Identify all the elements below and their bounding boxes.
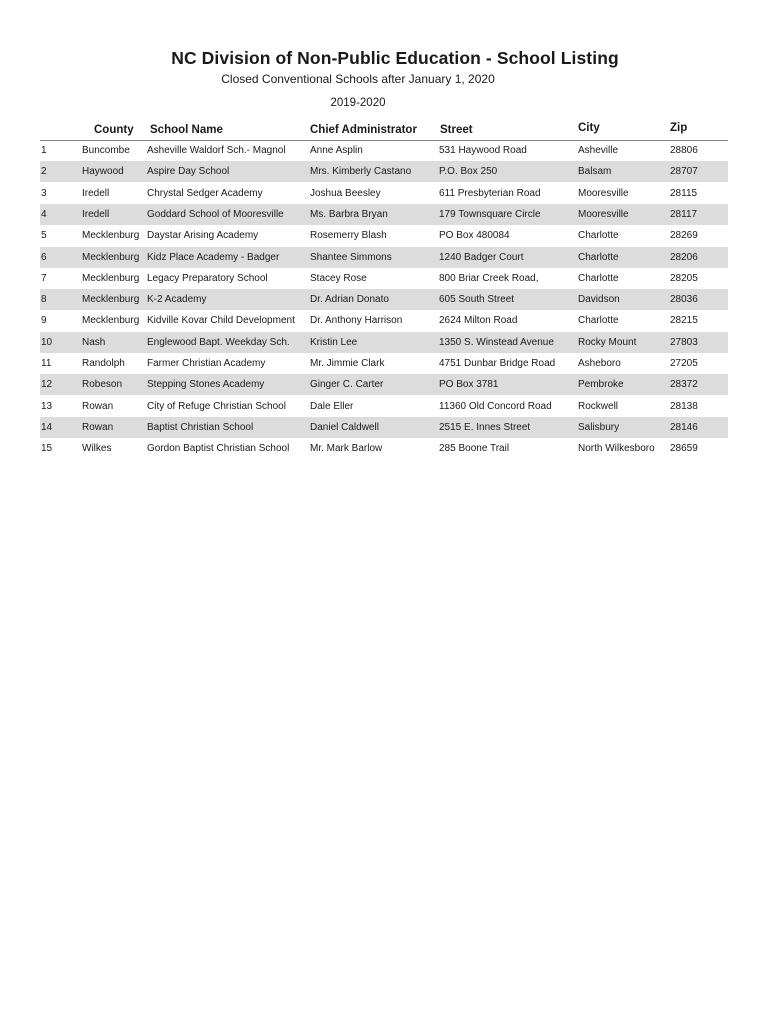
zip-cell: 27803 [670,336,698,348]
school-year: 2019-2020 [330,97,386,109]
street-cell: 11360 Old Concord Road [439,400,552,412]
school-name-cell: Kidz Place Academy - Badger [147,251,280,263]
school-name-cell: Daystar Arising Academy [147,230,259,242]
city-cell: Charlotte [578,272,619,284]
row-number: 15 [41,443,53,455]
city-cell: Salisbury [578,421,620,433]
zip-cell: 28269 [670,230,698,242]
school-name-cell: Farmer Christian Academy [147,358,266,369]
school-name-cell: Englewood Bapt. Weekday Sch. [147,336,290,348]
table-row [40,310,728,331]
row-number: 14 [41,421,53,433]
table-row [40,396,728,417]
header-chief-administrator: Chief Administrator [310,124,417,136]
row-number: 8 [41,294,47,306]
county-cell: Buncombe [82,145,130,156]
zip-cell: 28138 [670,400,698,412]
zip-cell: 28146 [670,421,698,433]
school-name-cell: Chrystal Sedger Academy [147,187,263,199]
zip-cell: 28117 [670,208,698,220]
school-name-cell: City of Refuge Christian School [147,400,286,412]
city-cell: Asheboro [578,358,621,369]
street-cell: 179 Townsquare Circle [439,208,541,220]
school-name-cell: Legacy Preparatory School [147,272,268,284]
city-cell: Rockwell [578,400,619,412]
row-number: 9 [41,315,47,327]
city-cell: Balsam [578,166,612,178]
street-cell: 605 South Street [439,294,515,306]
header-street: Street [440,124,473,136]
school-name-cell: Stepping Stones Academy [147,379,265,391]
chief-administrator-cell: Ginger C. Carter [310,379,384,391]
row-number: 3 [41,187,47,199]
zip-cell: 28206 [670,251,698,263]
street-cell: 4751 Dunbar Bridge Road [439,358,556,369]
row-number: 12 [41,379,53,391]
header-city: City [578,122,600,134]
street-cell: 611 Presbyterian Road [439,187,541,199]
zip-cell: 28036 [670,294,698,306]
city-cell: Mooresville [578,187,629,199]
row-number: 7 [41,272,47,284]
table-row [40,268,728,289]
row-number: 1 [41,145,47,156]
city-cell: Charlotte [578,251,619,263]
county-cell: Randolph [82,358,125,369]
school-name-cell: Gordon Baptist Christian School [147,443,290,455]
school-name-cell: Kidville Kovar Child Development [147,315,295,327]
zip-cell: 27205 [670,358,698,369]
city-cell: Charlotte [578,230,619,242]
document-title: NC Division of Non-Public Education - School Listing [171,48,619,68]
table-header [40,123,728,141]
table-row [40,204,728,225]
street-cell: 800 Briar Creek Road, [439,272,539,284]
zip-cell: 28215 [670,315,698,327]
table-row [40,140,728,161]
school-name-cell: Aspire Day School [147,166,230,178]
row-number: 5 [41,230,47,242]
county-cell: Haywood [82,166,124,178]
street-cell: PO Box 480084 [439,230,510,242]
chief-administrator-cell: Dr. Adrian Donato [310,294,389,306]
chief-administrator-cell: Ms. Barbra Bryan [310,208,388,220]
street-cell: 531 Haywood Road [439,145,527,156]
chief-administrator-cell: Joshua Beesley [310,187,381,199]
header-zip: Zip [670,122,688,134]
street-cell: 1350 S. Winstead Avenue [439,336,554,348]
county-cell: Iredell [82,208,110,220]
street-cell: P.O. Box 250 [439,166,498,178]
county-cell: Iredell [82,187,110,199]
county-cell: Mecklenburg [82,230,140,242]
chief-administrator-cell: Mr. Mark Barlow [310,443,383,455]
table-row [40,374,728,395]
zip-cell: 28707 [670,166,698,178]
zip-cell: 28115 [670,187,698,199]
street-cell: 2515 E. Innes Street [439,421,531,433]
school-name-cell: Baptist Christian School [147,421,254,433]
city-cell: Asheville [578,145,619,156]
street-cell: 1240 Badger Court [439,251,524,263]
table-row [40,225,728,246]
table-row [40,161,728,182]
row-number: 10 [41,336,53,348]
table-row [40,332,728,353]
county-cell: Wilkes [82,443,112,455]
table-row [40,183,728,204]
header-county: County [94,124,134,136]
table-row [40,417,728,438]
row-number: 11 [41,358,52,369]
row-number: 6 [41,251,47,263]
county-cell: Rowan [82,400,114,412]
county-cell: Rowan [82,421,114,433]
city-cell: Charlotte [578,315,619,327]
chief-administrator-cell: Kristin Lee [310,336,358,348]
city-cell: Pembroke [578,379,624,391]
document-subtitle: Closed Conventional Schools after January 1, 2020 [221,72,495,86]
street-cell: PO Box 3781 [439,379,499,391]
table-row [40,438,728,459]
table-row [40,353,728,374]
school-name-cell: Goddard School of Mooresville [147,208,284,220]
county-cell: Mecklenburg [82,251,140,263]
chief-administrator-cell: Rosemerry Blash [310,230,387,242]
zip-cell: 28205 [670,272,698,284]
street-cell: 285 Boone Trail [439,443,510,455]
chief-administrator-cell: Dr. Anthony Harrison [310,315,403,327]
zip-cell: 28372 [670,379,698,391]
row-number: 2 [41,166,47,178]
row-number: 4 [41,208,47,220]
table-row [40,289,728,310]
chief-administrator-cell: Mr. Jimmie Clark [310,358,385,369]
zip-cell: 28806 [670,145,698,156]
chief-administrator-cell: Mrs. Kimberly Castano [310,166,412,178]
chief-administrator-cell: Daniel Caldwell [310,421,379,433]
street-cell: 2624 Milton Road [439,315,518,327]
chief-administrator-cell: Anne Asplin [310,145,363,156]
row-number: 13 [41,400,53,412]
city-cell: North Wilkesboro [578,443,655,455]
county-cell: Mecklenburg [82,272,140,284]
header-school-name: School Name [150,124,223,136]
city-cell: Mooresville [578,208,629,220]
school-name-cell: Asheville Waldorf Sch.- Magnol [147,145,286,156]
chief-administrator-cell: Stacey Rose [310,272,367,284]
county-cell: Mecklenburg [82,294,140,306]
table-row [40,247,728,268]
county-cell: Robeson [82,379,123,391]
city-cell: Davidson [578,294,620,306]
county-cell: Nash [82,336,106,348]
city-cell: Rocky Mount [578,336,637,348]
chief-administrator-cell: Shantee Simmons [310,251,392,263]
school-name-cell: K-2 Academy [147,294,207,306]
county-cell: Mecklenburg [82,315,140,327]
zip-cell: 28659 [670,443,698,455]
chief-administrator-cell: Dale Eller [310,400,354,412]
